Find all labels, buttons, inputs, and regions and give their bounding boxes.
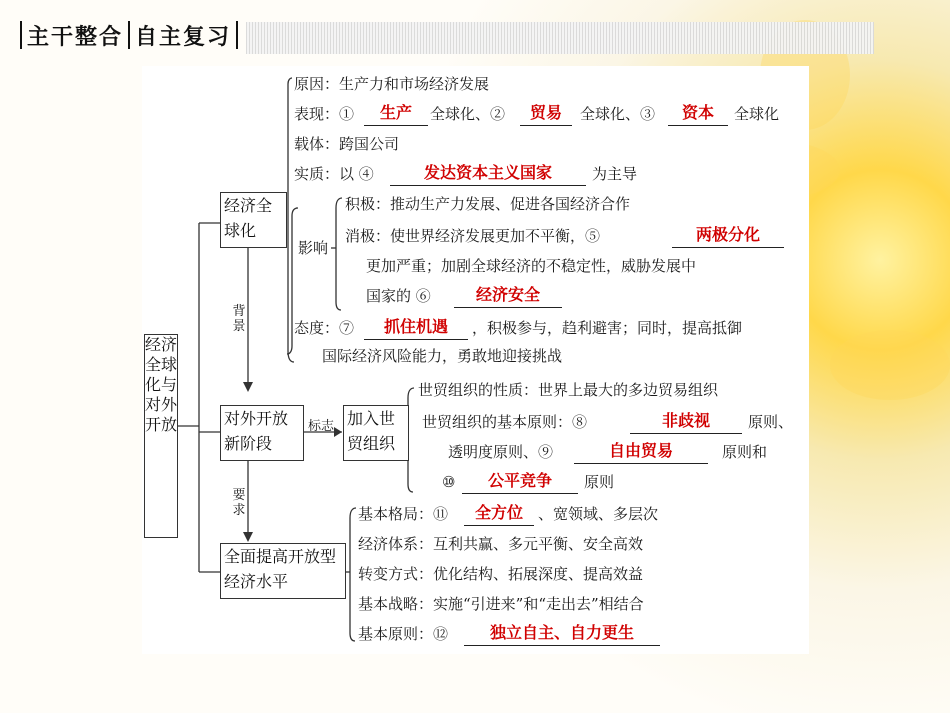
b1-essence-end: 为主导 [592,165,638,183]
center-node [144,334,178,538]
b1-show-mid1: 全球化、② [430,105,506,123]
diagram-panel [142,66,809,654]
edge-label-background: 背景 [232,304,246,334]
b2-principle-2: 透明度原则、⑨ [448,443,554,461]
b1-negative-3: 国家的 ⑥ [366,287,431,305]
node-new-stage-label: 对外开放新阶段 [224,409,289,453]
b2-principle-3: ⑩ [442,473,456,491]
b3-pattern-end: 、宽领域、多层次 [538,505,659,523]
header-title-a: 主干整合 [27,23,124,50]
b1-show-mid2: 全球化、③ [580,105,656,123]
b2-principle-end3: 原则 [584,473,615,491]
divider [128,21,130,49]
node-overall-label: 全面提高开放型经济水平 [224,547,337,591]
node-globalization [220,192,287,248]
b1-show-end: 全球化 [734,105,780,123]
b1-answer-5: 两极分化 [672,225,784,248]
b1-cause: 原因：生产力和市场经济发展 [294,75,490,93]
b1-answer-1: 生产 [364,103,428,126]
b3-pattern-prefix: 基本格局：⑪ [358,505,449,523]
b2-nature: 世贸组织的性质：世界上最大的多边贸易组织 [418,381,719,399]
b1-attitude-end: ，积极参与，趋利避害；同时，提高抵御 [472,319,743,337]
b1-answer-2: 贸易 [520,103,572,126]
node-overall [220,543,346,599]
b1-essence-prefix: 实质：以 ④ [294,165,374,183]
divider [20,21,22,49]
b2-answer-10: 公平竞争 [462,471,578,494]
section-header [15,16,243,54]
node-new-stage [220,405,304,461]
b3-answer-11: 全方位 [464,503,534,526]
header-stripe [246,22,874,54]
edge-label-requirement: 要求 [232,488,246,518]
b1-attitude-2: 国际经济风险能力，勇敢地迎接挑战 [322,347,563,365]
b3-answer-12: 独立自主、自力更生 [464,623,660,646]
header-title-b: 自主复习 [135,23,232,50]
b3-mode: 转变方式：优化结构、拓展深度、提高效益 [358,565,644,583]
b1-show-prefix: 表现：① [294,105,355,123]
b1-positive: 积极：推动生产力发展、促进各国经济合作 [345,195,631,213]
b1-answer-6: 经济安全 [454,285,562,308]
node-globalization-label: 经济全球化 [224,196,273,240]
b3-principle-prefix: 基本原则：⑫ [358,625,449,643]
b1-negative-2: 更加严重；加剧全球经济的不稳定性，威胁发展中 [366,257,697,275]
b2-principle-prefix: 世贸组织的基本原则：⑧ [422,413,588,431]
b1-impact: 影响 [298,239,329,257]
b3-strategy: 基本战略：实施“引进来”和“走出去”相结合 [358,595,644,613]
b1-attitude-prefix: 态度：⑦ [294,319,355,337]
b1-carrier: 载体：跨国公司 [294,135,400,153]
b2-answer-8: 非歧视 [630,411,742,434]
b2-answer-9: 自由贸易 [574,441,708,464]
b2-principle-end2: 原则和 [722,443,768,461]
b1-negative-prefix: 消极：使世界经济发展更加不平衡，⑤ [345,227,601,245]
b2-principle-end1: 原则、 [748,413,794,431]
node-wto [343,405,409,461]
b1-answer-3: 资本 [668,103,728,126]
divider [236,21,238,49]
b1-answer-4: 发达资本主义国家 [390,163,586,186]
b3-system: 经济体系：互利共赢、多元平衡、安全高效 [358,535,644,553]
b1-answer-7: 抓住机遇 [364,317,468,340]
edge-label-marker: 标志 [308,419,335,434]
node-wto-label: 加入世贸组织 [347,409,396,453]
center-label: 经济全球化与对外开放 [145,335,178,434]
